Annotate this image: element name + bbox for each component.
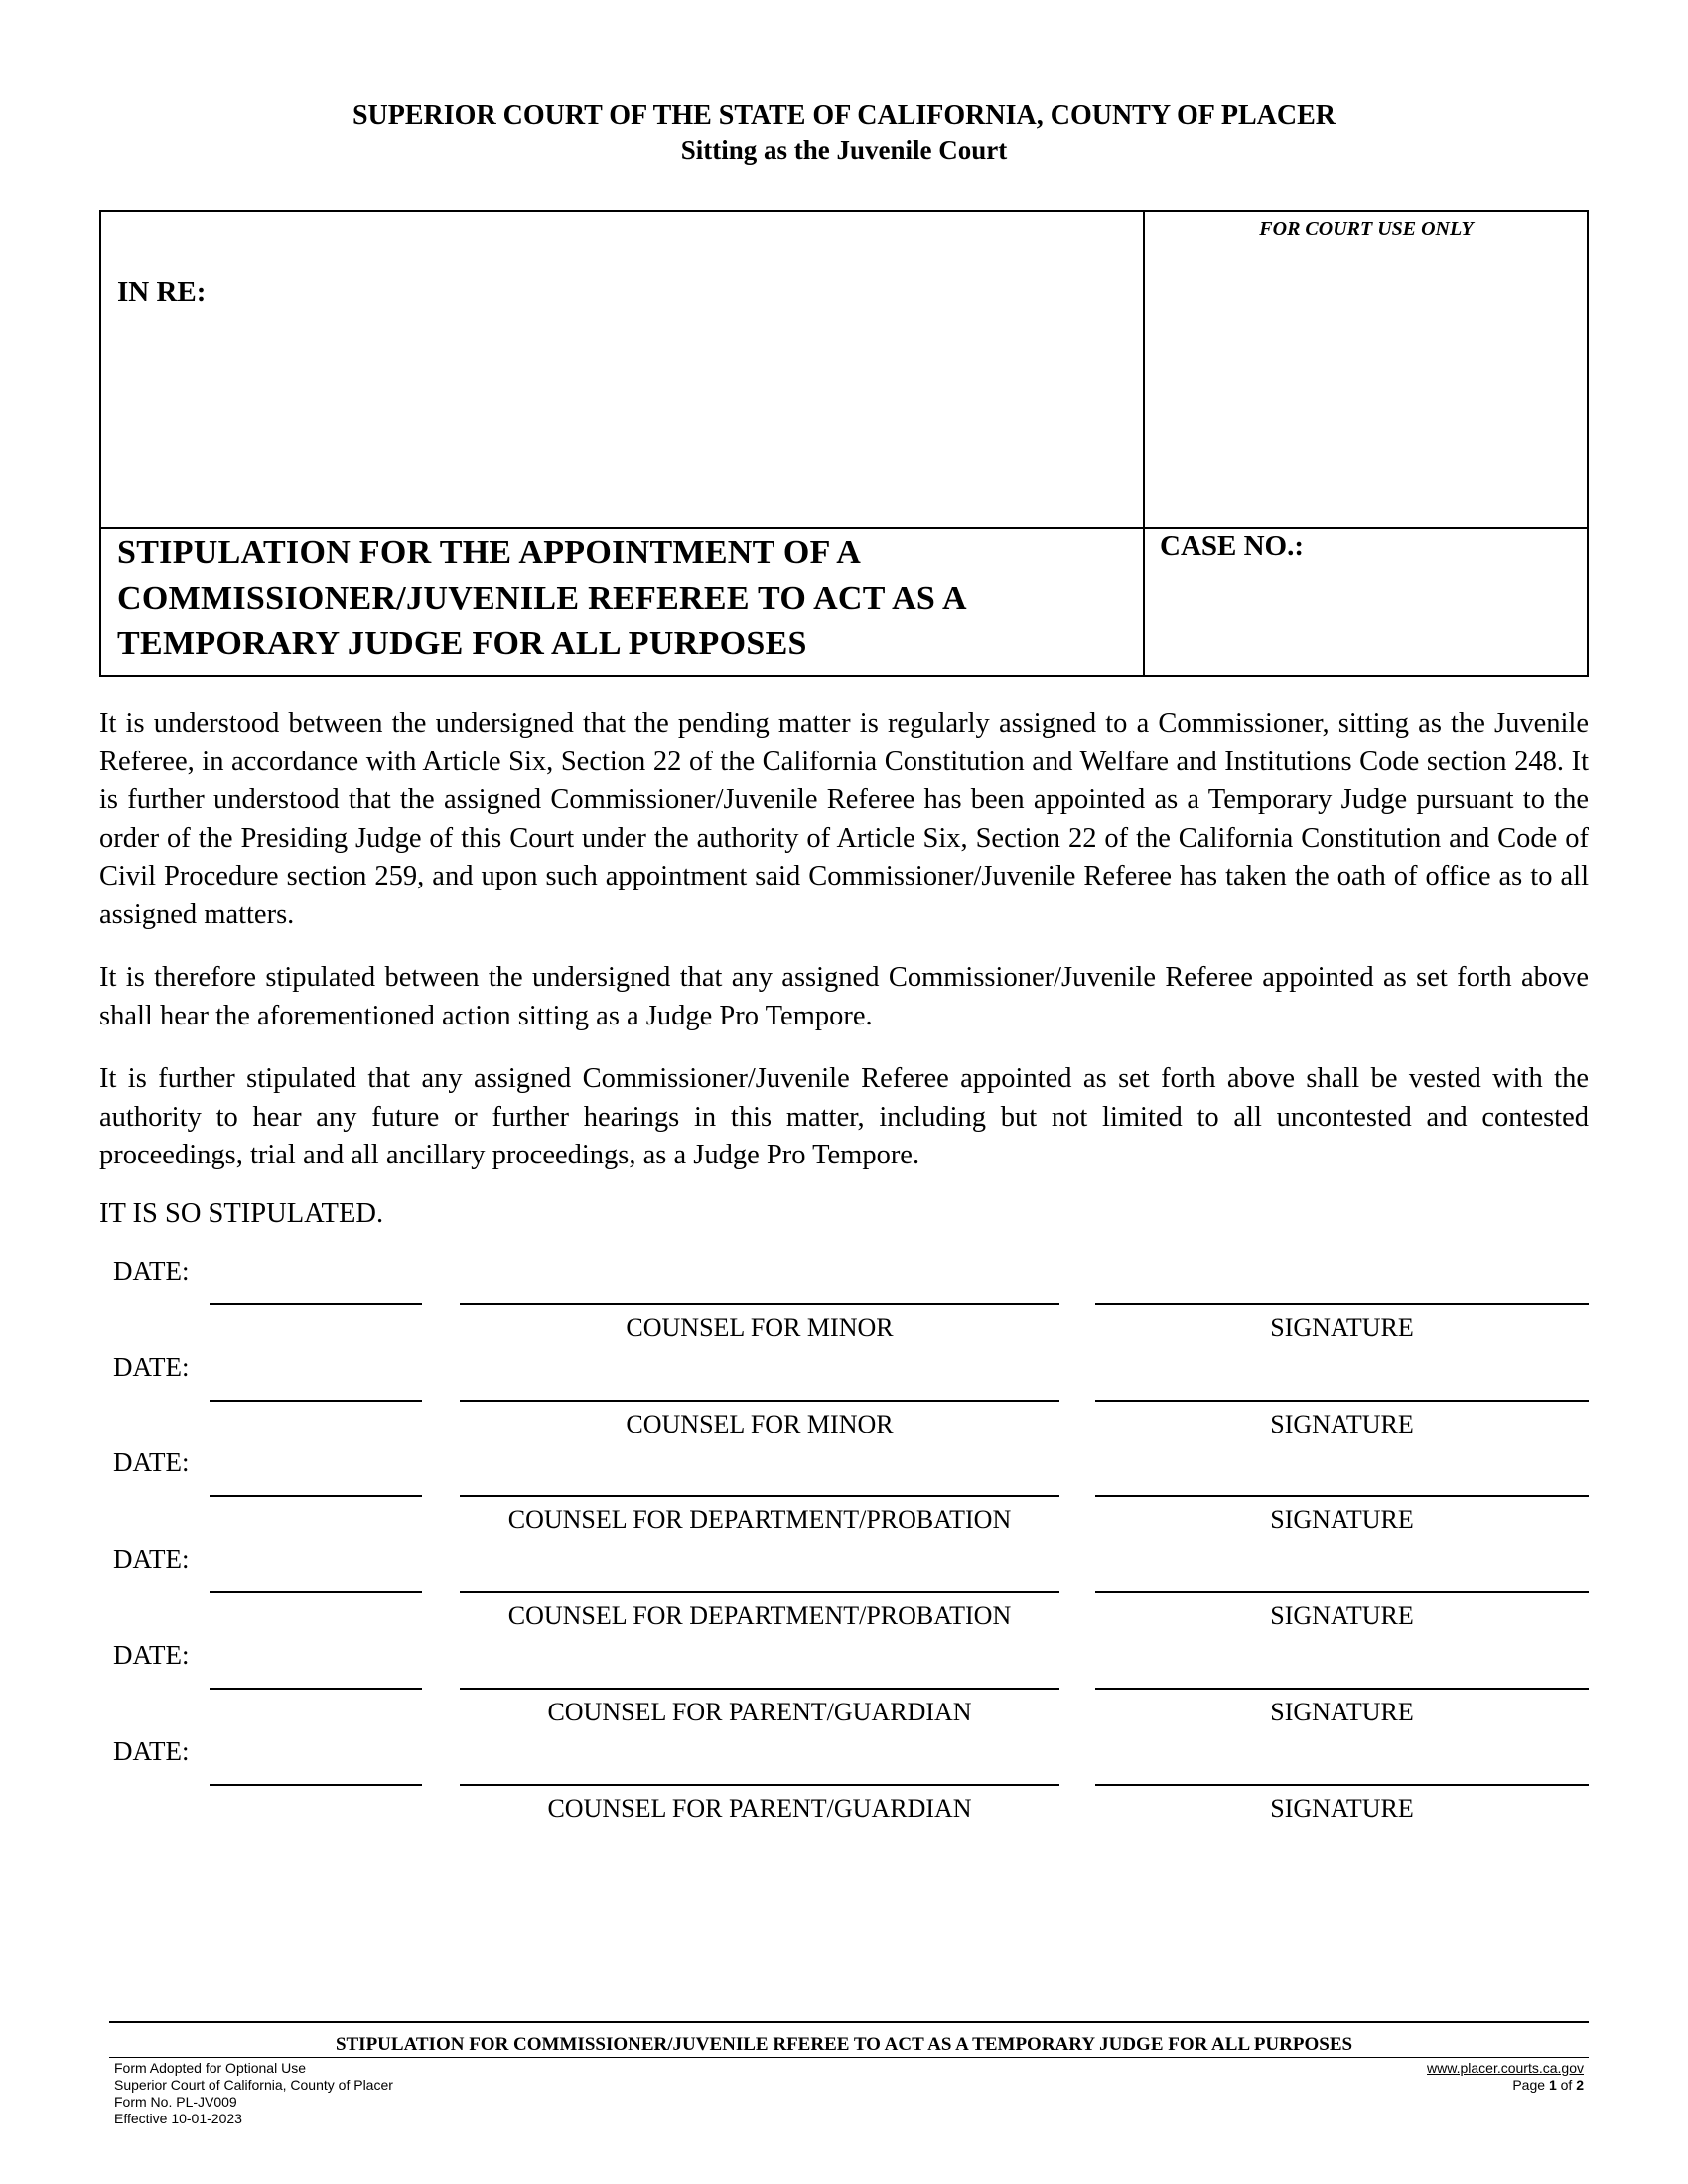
counsel-line[interactable]	[460, 1400, 1059, 1402]
counsel-line[interactable]	[460, 1784, 1059, 1786]
counsel-caption: COUNSEL FOR DEPARTMENT/PROBATION	[507, 1505, 1012, 1534]
signature-row	[0, 1352, 1688, 1448]
signature-line[interactable]	[1095, 1495, 1589, 1497]
signature-caption: SIGNATURE	[1270, 1505, 1414, 1534]
counsel-line[interactable]	[460, 1688, 1059, 1690]
date-line[interactable]	[210, 1591, 422, 1593]
footer-rule	[109, 2021, 1589, 2023]
date-label: DATE:	[113, 1256, 190, 1286]
date-line[interactable]	[210, 1784, 422, 1786]
date-line[interactable]	[210, 1303, 422, 1305]
signature-row	[0, 1736, 1688, 1833]
caption-box	[99, 210, 1589, 677]
so-stipulated: IT IS SO STIPULATED.	[99, 1198, 384, 1229]
form-title	[117, 530, 1130, 667]
signature-row	[0, 1447, 1688, 1544]
date-label: DATE:	[113, 1640, 190, 1670]
footer-info-line: Form No. PL-JV009	[114, 2094, 237, 2110]
counsel-line[interactable]	[460, 1591, 1059, 1593]
date-label: DATE:	[113, 1736, 190, 1766]
page-of: of	[1556, 2077, 1577, 2093]
signature-caption: SIGNATURE	[1270, 1313, 1414, 1342]
counsel-line[interactable]	[460, 1303, 1059, 1305]
caption-divider-vertical	[1143, 212, 1145, 675]
signature-caption: SIGNATURE	[1270, 1794, 1414, 1823]
footer-title: STIPULATION FOR COMMISSIONER/JUVENILE RFEREE TO ACT AS A TEMPORARY JUDGE FOR ALL PURPOSES	[335, 2034, 1353, 2055]
footer-form-info	[114, 2060, 393, 2127]
counsel-caption: COUNSEL FOR DEPARTMENT/PROBATION	[507, 1601, 1012, 1630]
signature-row	[0, 1544, 1688, 1640]
counsel-caption: COUNSEL FOR MINOR	[626, 1410, 894, 1438]
date-line[interactable]	[210, 1495, 422, 1497]
form-title-line: TEMPORARY JUDGE FOR ALL PURPOSES	[117, 625, 807, 662]
court-use-only-label: FOR COURT USE ONLY	[1259, 218, 1474, 240]
signature-line[interactable]	[1095, 1784, 1589, 1786]
counsel-caption: COUNSEL FOR PARENT/GUARDIAN	[547, 1794, 972, 1823]
page-current: 1	[1548, 2077, 1557, 2093]
signature-row	[0, 1640, 1688, 1736]
date-line[interactable]	[210, 1400, 422, 1402]
signature-row	[0, 1256, 1688, 1352]
case-number-label: CASE NO.:	[1160, 530, 1305, 562]
body-paragraph: It is understood between the undersigned that the pending matter is regularly assigned to a Commissioner, sitting as the Juvenile Referee, in accordance with Article Six, Section 22 of the California Constitution and Welfare and Institutions Code section 248. It is further understood that the assigned Commissioner/Juvenile Referee has been appointed as a Temporary Judge pursuant to the order of the Presiding Judge of this Court under the authority of Article Six, Section 22 of the California Constitution and Code of Civil Procedure section 259, and upon such appointment said Commissioner/Juvenile Referee has taken the oath of office as to all assigned matters.	[99, 708, 1589, 930]
website-link[interactable]: www.placer.courts.ca.gov	[1427, 2060, 1584, 2076]
caption-divider-horizontal	[101, 527, 1587, 529]
counsel-caption: COUNSEL FOR PARENT/GUARDIAN	[547, 1698, 972, 1726]
signature-line[interactable]	[1095, 1688, 1589, 1690]
body-paragraph: It is therefore stipulated between the undersigned that any assigned Commissioner/Juvenile Referee appointed as set forth above shall hear the aforementioned action sitting as a Judge Pro Tempore.	[99, 962, 1589, 1031]
date-label: DATE:	[113, 1447, 190, 1477]
form-title-line: STIPULATION FOR THE APPOINTMENT OF A	[117, 534, 862, 571]
footer-info-line: Form Adopted for Optional Use	[114, 2060, 306, 2076]
court-name: SUPERIOR COURT OF THE STATE OF CALIFORNIA, COUNTY OF PLACER	[352, 100, 1336, 131]
footer-info-line: Effective 10-01-2023	[114, 2111, 242, 2126]
date-label: DATE:	[113, 1544, 190, 1573]
stipulation-body	[99, 705, 1589, 1200]
counsel-line[interactable]	[460, 1495, 1059, 1497]
footer-info-line: Superior Court of California, County of Placer	[114, 2077, 393, 2093]
footer-rule-thin	[109, 2057, 1589, 2058]
counsel-caption: COUNSEL FOR MINOR	[626, 1313, 894, 1342]
signature-line[interactable]	[1095, 1591, 1589, 1593]
signature-line[interactable]	[1095, 1303, 1589, 1305]
page-number	[1427, 2077, 1584, 2094]
signature-line[interactable]	[1095, 1400, 1589, 1402]
signature-caption: SIGNATURE	[1270, 1698, 1414, 1726]
court-header	[0, 99, 1688, 167]
signature-caption: SIGNATURE	[1270, 1410, 1414, 1438]
in-re-label: IN RE:	[117, 276, 207, 308]
date-line[interactable]	[210, 1688, 422, 1690]
page-total: 2	[1576, 2077, 1584, 2093]
body-paragraph: It is further stipulated that any assigned Commissioner/Juvenile Referee appointed as set forth above shall be vested with the authority to hear any future or further hearings in this matter, including but not limited to all uncontested and contested proceedings, trial and all ancillary proceedings, as a Judge Pro Tempore.	[99, 1063, 1589, 1170]
footer-right	[1427, 2060, 1584, 2094]
signature-caption: SIGNATURE	[1270, 1601, 1414, 1630]
page-prefix: Page	[1512, 2077, 1549, 2093]
court-subtitle: Sitting as the Juvenile Court	[680, 135, 1008, 165]
date-label: DATE:	[113, 1352, 190, 1382]
form-title-line: COMMISSIONER/JUVENILE REFEREE TO ACT AS A	[117, 580, 967, 616]
